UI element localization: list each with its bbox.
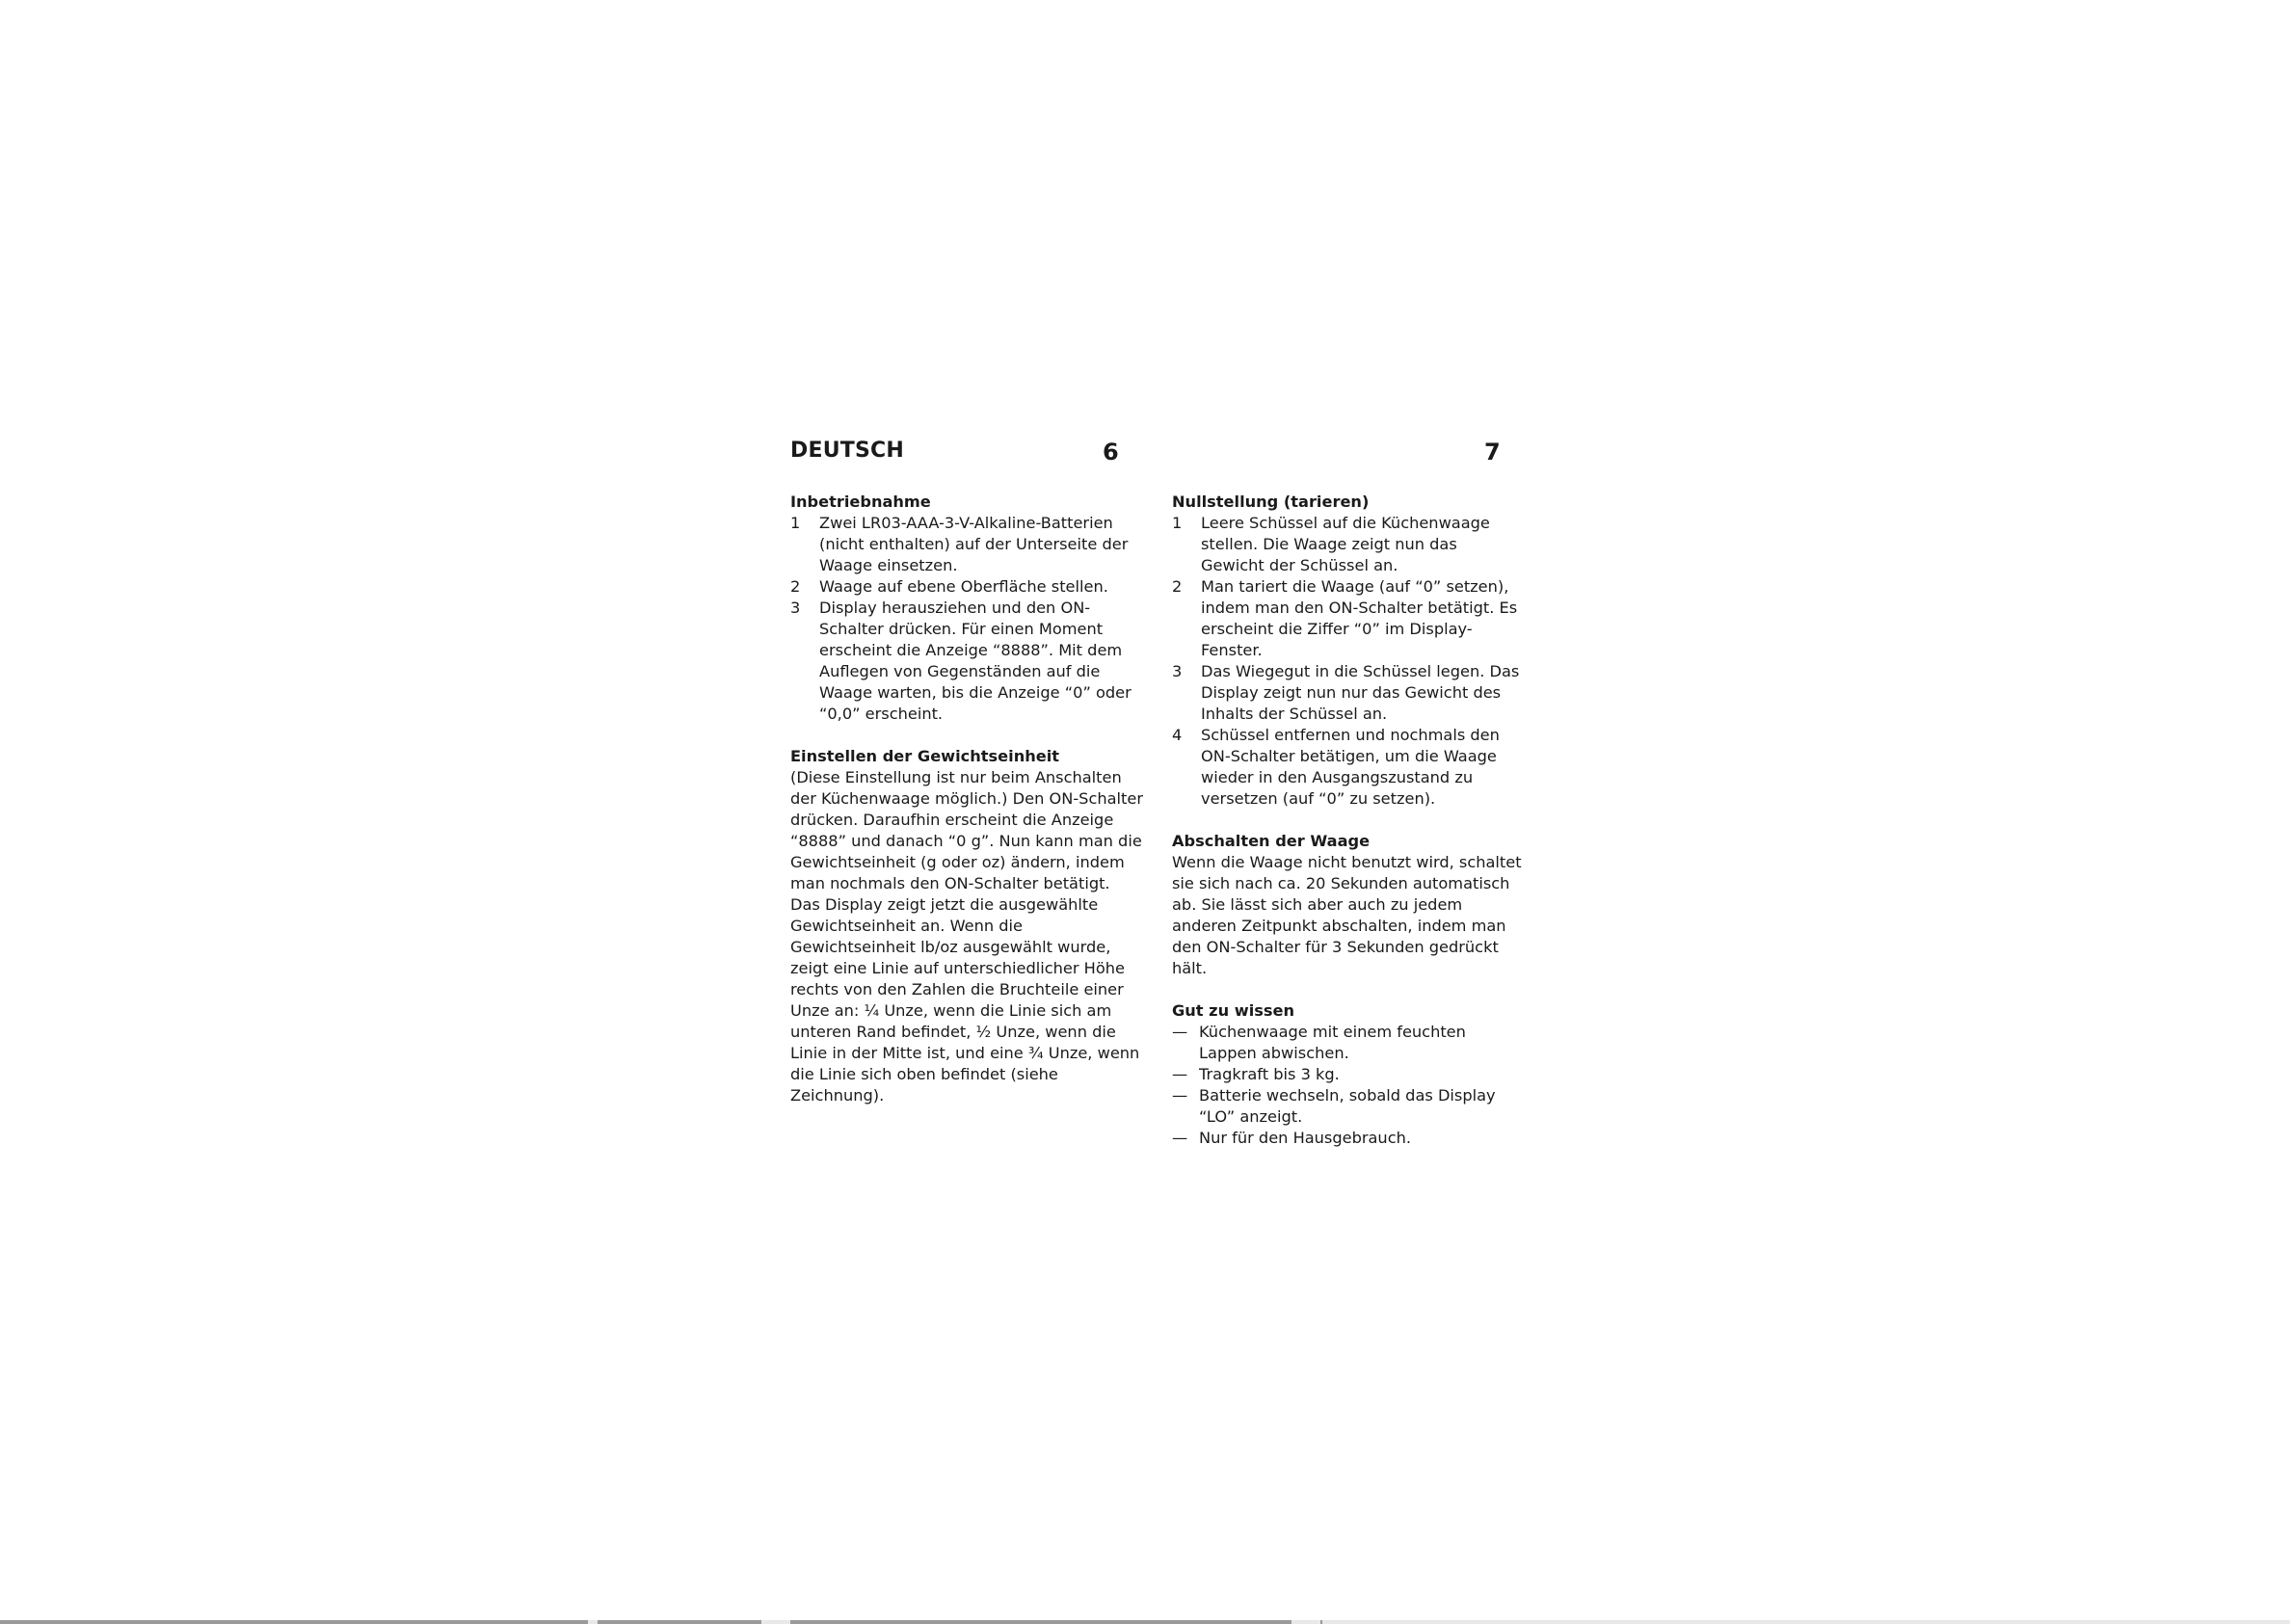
list-item <box>1172 1022 1525 1064</box>
item-text: Waage auf ebene Oberfläche stellen. <box>819 577 1108 596</box>
print-marks-strip <box>0 1620 2290 1624</box>
list-item <box>1172 576 1525 661</box>
section-paragraph: Wenn die Waage nicht benutzt wird, schaltet sie sich nach ca. 20 Sekunden automatisch ab. Sie lässt sich aber auch zu jedem anderen Zeitpunkt abschalten, indem man den ON-Schalter für 3 Sekunden gedrückt hält. <box>1172 853 1522 977</box>
list-item <box>1172 725 1525 810</box>
item-text: Das Wiegegut in die Schüssel legen. Das Display zeigt nun nur das Gewicht des Inhalts der Schüssel an. <box>1201 662 1520 723</box>
list-item <box>790 576 1143 598</box>
dash-bullet: — <box>1172 1065 1188 1083</box>
page-number-right: 7 <box>1484 439 1501 466</box>
section-title: Gut zu wissen <box>1172 1001 1295 1020</box>
list-item <box>1172 513 1525 576</box>
section-title: Abschalten der Waage <box>1172 832 1371 850</box>
print-mark <box>1320 1620 1322 1624</box>
section-title: Inbetriebnahme <box>790 493 931 511</box>
print-mark <box>1205 1620 1291 1624</box>
list-item <box>1172 1128 1525 1149</box>
steps-list <box>790 513 1143 725</box>
item-number: 1 <box>1172 514 1183 532</box>
page-number-left: 6 <box>1103 439 1119 466</box>
right-page-column <box>1172 492 1525 1170</box>
section-gewichtseinheit <box>790 746 1143 1106</box>
section-inbetriebnahme <box>790 492 1143 725</box>
item-number: 2 <box>1172 577 1183 596</box>
list-item <box>1172 661 1525 725</box>
dash-bullet: — <box>1172 1129 1188 1147</box>
dash-bullet: — <box>1172 1086 1188 1105</box>
section-abschalten <box>1172 831 1525 979</box>
print-mark <box>598 1620 761 1624</box>
page-header <box>0 439 2290 477</box>
list-item <box>790 513 1143 576</box>
steps-list <box>1172 513 1525 810</box>
print-mark <box>0 1620 588 1624</box>
item-text: Man tariert die Waage (auf “0” setzen), indem man den ON-Schalter betätigt. Es erscheint die Ziffer “0” im Display-Fenster. <box>1201 577 1518 659</box>
language-heading: DEUTSCH <box>790 439 904 463</box>
item-number: 1 <box>790 514 801 532</box>
item-number: 4 <box>1172 726 1183 744</box>
section-title: Nullstellung (tarieren) <box>1172 493 1370 511</box>
item-text: Küchenwaage mit einem feuchten Lappen abwischen. <box>1199 1023 1466 1062</box>
section-title: Einstellen der Gewichtseinheit <box>790 747 1060 765</box>
section-paragraph: (Diese Einstellung ist nur beim Anschalten der Küchenwaage möglich.) Den ON-Schalter drücken. Daraufhin erscheint die Anzeige “8888” und danach “0 g”. Nun kann man die Gewichtseinheit (g oder oz) ändern, indem man nochmals den ON-Schalter betätigt. Das Display zeigt jetzt die ausgewählte Gewichtseinheit an. Wenn die Gewichtseinheit lb/oz ausgewählt wurde, zeigt eine Linie auf unterschiedlicher Höhe rechts von den Zahlen die Bruchteile einer Unze an: ¼ Unze, wenn die Linie sich am unteren Rand befindet, ½ Unze, wenn die Linie in der Mitte ist, und eine ¾ Unze, wenn die Linie sich oben befindet (siehe Zeichnung). <box>790 768 1143 1105</box>
item-number: 3 <box>1172 662 1183 680</box>
item-text: Tragkraft bis 3 kg. <box>1199 1065 1340 1083</box>
list-item <box>1172 1085 1525 1128</box>
item-text: Schüssel entfernen und nochmals den ON-Schalter betätigen, um die Waage wieder in den Ausgangszustand zu versetzen (auf “0” zu setzen). <box>1201 726 1500 808</box>
item-number: 2 <box>790 577 801 596</box>
list-item <box>790 598 1143 725</box>
section-gut-zu-wissen <box>1172 1000 1525 1149</box>
tips-list <box>1172 1022 1525 1149</box>
item-text: Display herausziehen und den ON-Schalter drücken. Für einen Moment erscheint die Anzeige “8888”. Mit dem Auflegen von Gegenständen auf die Waage warten, bis die Anzeige “0” oder “0,0” erscheint. <box>819 599 1132 723</box>
dash-bullet: — <box>1172 1023 1188 1041</box>
item-text: Batterie wechseln, sobald das Display “LO” anzeigt. <box>1199 1086 1496 1126</box>
item-number: 3 <box>790 599 801 617</box>
list-item <box>1172 1064 1525 1085</box>
left-page-column <box>790 492 1143 1128</box>
item-text: Zwei LR03-AAA-3-V-Alkaline-Batterien (nicht enthalten) auf der Unterseite der Waage einsetzen. <box>819 514 1129 574</box>
item-text: Nur für den Hausgebrauch. <box>1199 1129 1412 1147</box>
section-nullstellung <box>1172 492 1525 810</box>
item-text: Leere Schüssel auf die Küchenwaage stellen. Die Waage zeigt nun das Gewicht der Schüssel an. <box>1201 514 1490 574</box>
